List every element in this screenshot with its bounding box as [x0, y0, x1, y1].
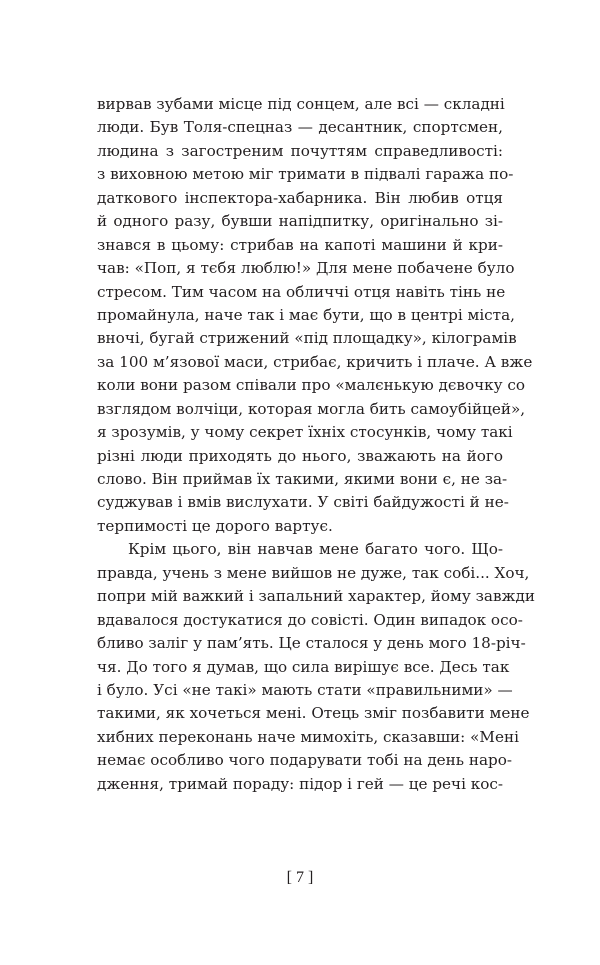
paragraph-1 — [97, 93, 533, 538]
text-line: і було. Усі «не такі» мають стати «правильними» — — [97, 680, 513, 699]
text-line: правда, учень з мене вийшов не дуже, так собі... Хоч, — [97, 563, 530, 582]
text-line: дження, тримай пораду: підор і гей — це речі кос- — [97, 774, 504, 793]
text-line: суджував і вмів вислухати. У світі байдужості й не- — [97, 493, 509, 512]
text-line: слово. Він приймав їх такими, якими вони є, не за- — [97, 470, 508, 488]
text-line: вдавалося достукатися до совісті. Один випадок осо- — [97, 610, 523, 629]
text-line: даткового інспектора-хабарника. Він любив отця — [97, 188, 503, 207]
text-line: коли вони разом співали про «малєнькую дєвочку со — [97, 376, 526, 395]
text-line: немає особливо чого подарувати тобі на день наро- — [97, 751, 513, 770]
text-line: чя. До того я думав, що сила вирішує все. Десь так — [97, 657, 510, 676]
page-number: [ 7 ] — [286, 869, 314, 886]
text-line: бливо заліг у пам’ять. Це сталося у день мого 18-річ- — [97, 634, 526, 653]
paragraph-2 — [97, 538, 535, 796]
text-line: такими, як хочеться мені. Отець зміг позбавити мене — [97, 704, 530, 723]
text-line: попри мій важкий і запальний характер, йому завжди — [97, 587, 535, 606]
text-line: різні люди приходять до нього, зважають на його — [97, 446, 503, 465]
text-line: я зрозумів, у чому секрет їхніх стосунків, чому такі — [97, 423, 513, 442]
text-line: за 100 м’язової маси, стрибає, кричить і плаче. А вже — [97, 352, 533, 371]
text-line: Крім цього, він навчав мене багато чого. Що- — [128, 540, 503, 559]
text-line: вирвав зубами місце під сонцем, але всі — складні — [97, 95, 505, 113]
text-line: люди. Був Толя-спецназ — десантник, спортсмен, — [97, 118, 503, 137]
text-line: терпимості це дорого вартує. — [97, 516, 333, 535]
text-line: й одного разу, бувши напідпитку, оригінально зі- — [97, 212, 503, 231]
text-line: промайнула, наче так і має бути, що в центрі міста, — [97, 305, 515, 324]
text-line: з виховною метою міг тримати в підвалі гаража по- — [97, 165, 514, 184]
text-line: хибних переконань наче мимохіть, сказавши: «Мені — [97, 727, 519, 746]
text-line: стресом. Тим часом на обличчі отця навіть тінь не — [97, 282, 506, 301]
text-line: взглядом волчіци, которая могла бить самоубійцей», — [97, 399, 526, 418]
text-line: чав: «Поп, я тєбя люблю!» Для мене побачене було — [97, 259, 515, 278]
text-line: людина з загостреним почуттям справедливості: — [97, 141, 503, 160]
text-line: вночі, бугай стрижений «під площадку», кілограмів — [97, 329, 517, 348]
page-body — [97, 93, 535, 796]
text-line: знався в цьому: стрибав на капоті машини й кри- — [97, 235, 503, 254]
